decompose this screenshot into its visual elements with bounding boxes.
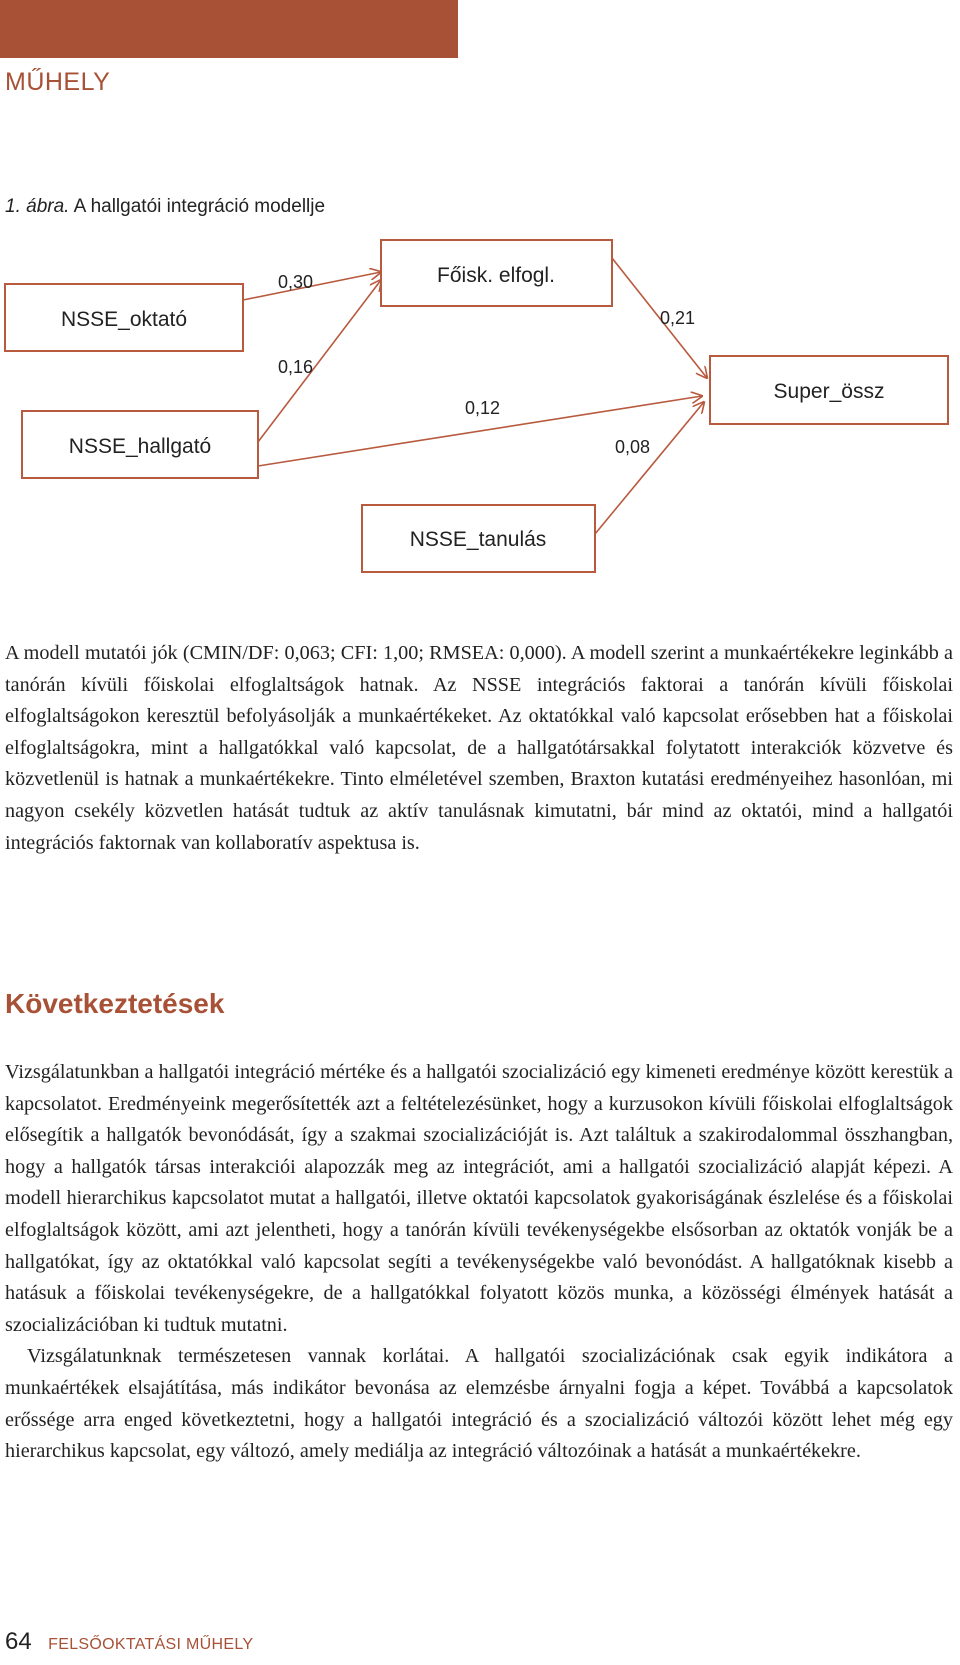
coef-foisk-super: 0,21 [660, 308, 696, 328]
results-text [5, 638, 953, 859]
coef-hallgato-foisk: 0,16 [278, 357, 314, 377]
node-super-ossz [710, 356, 948, 424]
conclusions-paragraph-1: Vizsgálatunkban a hallgatói integráció mértéke és a hallgatói szocializáció egy kimeneti eredménye között kerestük a kapcsolatot. Eredményeink megerősítették azt a feltételezésünket, hogy a kurzusokon kívüli főiskolai elfoglaltságok elősegítik a hallgatók bevonódását, így a szakmai szocializációját is. Azt találtuk a szakirodalommal összhangban, hogy a hallgatók társas interakciói alapozzák meg az integrációt, ami a hallgatói szocializáció alapját képezi. A modell hierarchikus kapcsolatot mutat a hallgatói, illetve oktatói kapcsolatok gyakoriságának észlelése és a főiskolai elfoglaltságok között, ami azt jelentheti, hogy a tanórán kívüli tevékenységekbe elsősorban az oktatók vonják be a hallgatókat, így az oktatókkal való kapcsolat segíti a tevékenységekbe való bevonódást. A hallgatóknak kisebb a hatásuk a főiskolai tevékenységekre, de a hallgatókkal folyatott közös munka, a közösségi élmények hatását a szocializációban ki tudtuk mutatni. [5, 1061, 953, 1336]
section-heading: Következtetések [5, 988, 225, 1019]
header-color-bar [0, 0, 458, 58]
node-label: Főisk. elfogl. [437, 264, 555, 287]
node-nsse-tanulas [362, 505, 595, 572]
figure-caption [5, 196, 325, 218]
node-label: NSSE_hallgató [68, 435, 212, 458]
page-number: 64 [5, 1628, 32, 1655]
edge-hallgato-foisk [258, 280, 381, 442]
results-paragraph: A modell mutatói jók (CMIN/DF: 0,063; CFI: 1,00; RMSEA: 0,000). A modell szerint a munkaértékekre leginkább a tanórán kívüli főiskolai elfoglaltságok hatnak. Az NSSE integrációs faktorai a tanórán kívüli főiskolai elfoglaltságokon keresztül befolyásolják a munkaértékeket. Az oktatókkal való kapcsolat erősebben hat a főiskolai elfoglaltságokra, mint a hallgatókkal való kapcsolat, de a hallgatótársakkal folytatott interakciók közvetve és közvetlenül is hatnak a munkaértékekre. Tinto elméletével szemben, Braxton kutatási eredményeihez hasonlóan, mi nagyon csekély közvetlen hatását tudtuk az aktív tanulásnak kimutatni, bár mind az oktatói, mind a hallgatói integrációs faktornak van kollaboratív aspektusa is. [5, 642, 953, 854]
conclusions-text [5, 1057, 953, 1468]
conclusions-paragraph-2: Vizsgálatunknak természetesen vannak korlátai. A hallgatói szocializációnak csak egyik indikátora a munkaértékek elsajátítása, más indikátor bevonása az elemzésbe árnyalni fogja a képet. Továbbá a kapcsolatok erőssége arra enged következtetni, hogy a hallgatói integráció és a szocializáció változói között lehet még egy hierarchikus kapcsolat, egy változó, amely mediálja az integráció változóinak a hatását a munkaértékekre. [5, 1345, 953, 1463]
coef-oktato-foisk: 0,30 [278, 272, 314, 292]
node-nsse-oktato [5, 284, 243, 351]
node-label: Super_össz [773, 380, 885, 403]
figure-title: A hallgatói integráció modellje [73, 196, 326, 217]
node-label: NSSE_tanulás [409, 528, 547, 551]
section-label: MŰHELY [5, 68, 111, 96]
node-foisk-elfogl [381, 240, 612, 306]
page-footer [5, 1628, 253, 1656]
path-diagram [0, 230, 960, 590]
journal-name: FELSŐOKTATÁSI MŰHELY [48, 1636, 254, 1653]
node-nsse-hallgato [22, 411, 258, 478]
node-label: NSSE_oktató [60, 308, 188, 331]
coef-tanulas-super: 0,08 [615, 437, 651, 457]
coef-hallgato-super: 0,12 [465, 398, 501, 418]
figure-number: 1. ábra. [5, 196, 70, 217]
edge-tanulas-super [595, 402, 704, 534]
